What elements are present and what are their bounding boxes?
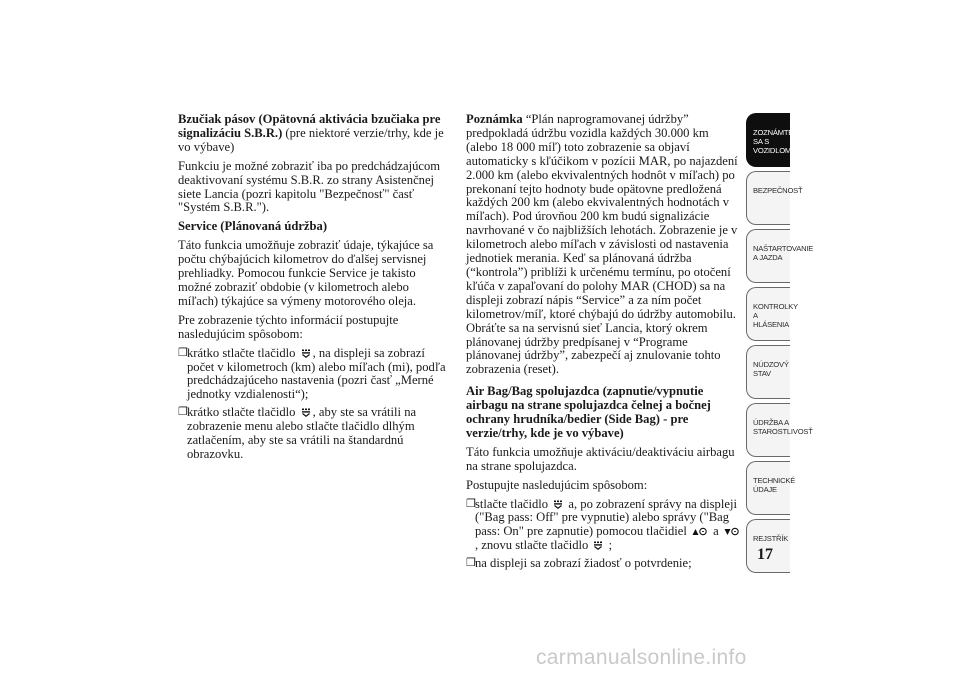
tab-kontrolky-a-hlasenia[interactable] bbox=[746, 287, 798, 341]
tab-nastartovanie-a-jazda[interactable] bbox=[746, 229, 814, 283]
note-text: “Plán naprogramovanej údržby” predpokladá údržbu vozidla každých 30.000 km (alebo 18 000 míľ) toto zobrazenie sa objaví automaticky s kľúčikom v pozícii MAR, po najazdení 2.000 km (alebo ekvivalentných hodnôt v míľach) po prekonaní tejto hodnoty bude opätovne predložená každých 200 km (alebo ekvivalentných hodnotách v míľach). Pod úrovňou 200 km budú signalizácie navrhované v čo najbližších lehotách. Zobrazenie je v kilometroch alebo míľach v závislosti od nastavenia jednotiek merania. Keď sa plánovaná údržba (“kontrola”) priblíži k určenému termínu, po otočení kľúča v zapaľovaní do polohy MAR (CHOD) sa na displeji zobrazí nápis “Service” a za ním počet kilometrov/míľ, ktoré chýbajú do údržby automobilu. Obráťte sa na servisnú sieť Lancia, ktorý okrem plánovanej údržby predpísanej v “Programe plánovanej údržby”, zabezpečí aj znulovanie tohto zobrazenia (reset). bbox=[466, 112, 738, 377]
service-step-2-text-b: , aby ste sa vrátili na zobrazenie menu alebo stlačte tlačidlo dlhým zatlačením, aby ste sa vrátili na štandardnú obrazovku. bbox=[187, 405, 417, 461]
watermark: carmanualsonline.info bbox=[536, 646, 747, 669]
tab-udrzba-a-starostlivost[interactable] bbox=[746, 403, 813, 457]
seat-belt-buzzer-heading: Bzučiak pásov (Opätovná aktivácia bzučiaka pre signalizáciu S.B.R.) bbox=[178, 112, 441, 140]
tab-label: BEZPEČNOSŤ bbox=[753, 186, 803, 195]
seat-belt-buzzer-note: (pre niektoré verzie/trhy, kde je vo výbave) bbox=[178, 125, 444, 154]
airbag-step-1-text-a: stlačte tlačidlo bbox=[475, 496, 552, 511]
tab-label: ÚDRŽBA A STAROSTLIVOSŤ bbox=[753, 418, 813, 436]
menu-button-icon bbox=[593, 540, 603, 550]
page-number: 17 bbox=[757, 546, 773, 563]
tab-label: ZOZNÁMTE SA S VOZIDLOM bbox=[753, 128, 794, 155]
sbr-paragraph: Funkciu je možné zobraziť iba po predchádzajúcom deaktivovaní systému S.B.R. zo strany Asistenčnej siete Lancia (pozri kapitolu "Bezpečnosť" časť "Systém S.B.R."). bbox=[178, 158, 441, 215]
airbag-step-2 bbox=[466, 557, 742, 571]
checkbox-bullet-icon: ❒ bbox=[178, 406, 188, 419]
checkbox-bullet-icon: ❒ bbox=[466, 557, 476, 570]
tab-label: REJSTŘÍK bbox=[753, 534, 789, 543]
left-column bbox=[178, 113, 450, 466]
airbag-step-1-text-b: a, po zobrazení správy na displeji ("Bag pass: Off" pre vypnutie) alebo správy ("Bag pass: On" pre zapnutie) pomocou tlačidiel bbox=[475, 496, 737, 539]
down-button-icon bbox=[724, 526, 740, 536]
service-description: Táto funkcia umožňuje zobraziť údaje, týkajúce sa počtu chýbajúcich kilometrov do ďalšej servisnej prehliadky. Pomocou funkcie Service je takisto možné zobraziť obdobie (v kilometroch alebo míľach) týkajúce sa výmeny motorového oleja. bbox=[178, 238, 434, 308]
tab-label: KONTROLKY A HLÁSENIA bbox=[753, 302, 798, 329]
tab-nudzovy-stav[interactable] bbox=[746, 345, 790, 399]
service-note-paragraph bbox=[466, 113, 742, 377]
menu-button-icon bbox=[301, 348, 311, 358]
tab-label: NAŠTARTOVANIE A JAZDA bbox=[753, 244, 814, 262]
tab-label: NÚDZOVÝ STAV bbox=[753, 360, 789, 378]
checkbox-bullet-icon: ❒ bbox=[466, 497, 476, 510]
chapter-tabs bbox=[746, 113, 814, 577]
airbag-description: Táto funkcia umožňuje aktiváciu/deaktiváciu airbagu na strane spolujazdca. bbox=[466, 444, 735, 473]
service-step-2-text-a: krátko stlačte tlačidlo bbox=[187, 405, 299, 420]
service-step-2 bbox=[178, 406, 450, 462]
tab-bezpecnost[interactable] bbox=[746, 171, 803, 225]
note-label: Poznámka bbox=[466, 112, 523, 126]
airbag-step-1-text-c: a bbox=[709, 524, 722, 539]
service-step-1-text-b: , na displeji sa zobrazí počet v kilometroch (km) alebo míľach (mi), podľa predchádzajúceho nastavenia (pozri časť „Merné jednotky vzdialenosti“); bbox=[187, 345, 446, 402]
checkbox-bullet-icon: ❒ bbox=[178, 346, 188, 359]
service-heading: Service (Plánovaná údržba) bbox=[178, 219, 328, 234]
service-step-1-text-a: krátko stlačte tlačidlo bbox=[187, 345, 299, 360]
tab-label: TECHNICKÉ ÚDAJE bbox=[753, 476, 796, 494]
service-step-1 bbox=[178, 347, 450, 403]
airbag-step-1-text-e: ; bbox=[605, 538, 613, 553]
seat-belt-buzzer-paragraph bbox=[178, 113, 450, 155]
tab-technicke-udaje[interactable] bbox=[746, 461, 796, 515]
tab-zoznamte-sa-s-vozidlom[interactable] bbox=[746, 113, 794, 167]
airbag-step-1 bbox=[466, 498, 742, 554]
menu-button-icon bbox=[553, 499, 563, 509]
up-button-icon bbox=[692, 526, 708, 536]
airbag-heading: Air Bag/Bag spolujazdca (zapnutie/vypnutie airbagu na strane spolujazdca čelnej a bočnej ochrany hrudníka/bedier (Side Bag) - pre verzie/trhy, kde je vo výbave) bbox=[466, 384, 711, 440]
airbag-step-2-text: na displeji sa zobrazí žiadosť o potvrdenie; bbox=[475, 556, 692, 571]
menu-button-icon bbox=[301, 407, 311, 417]
service-procedure-intro: Pre zobrazenie týchto informácií postupujte nasledujúcim spôsobom: bbox=[178, 312, 399, 341]
airbag-step-1-text-d: , znovu stlačte tlačidlo bbox=[475, 538, 592, 553]
airbag-procedure-intro: Postupujte nasledujúcim spôsobom: bbox=[466, 477, 648, 492]
right-column bbox=[466, 113, 742, 575]
